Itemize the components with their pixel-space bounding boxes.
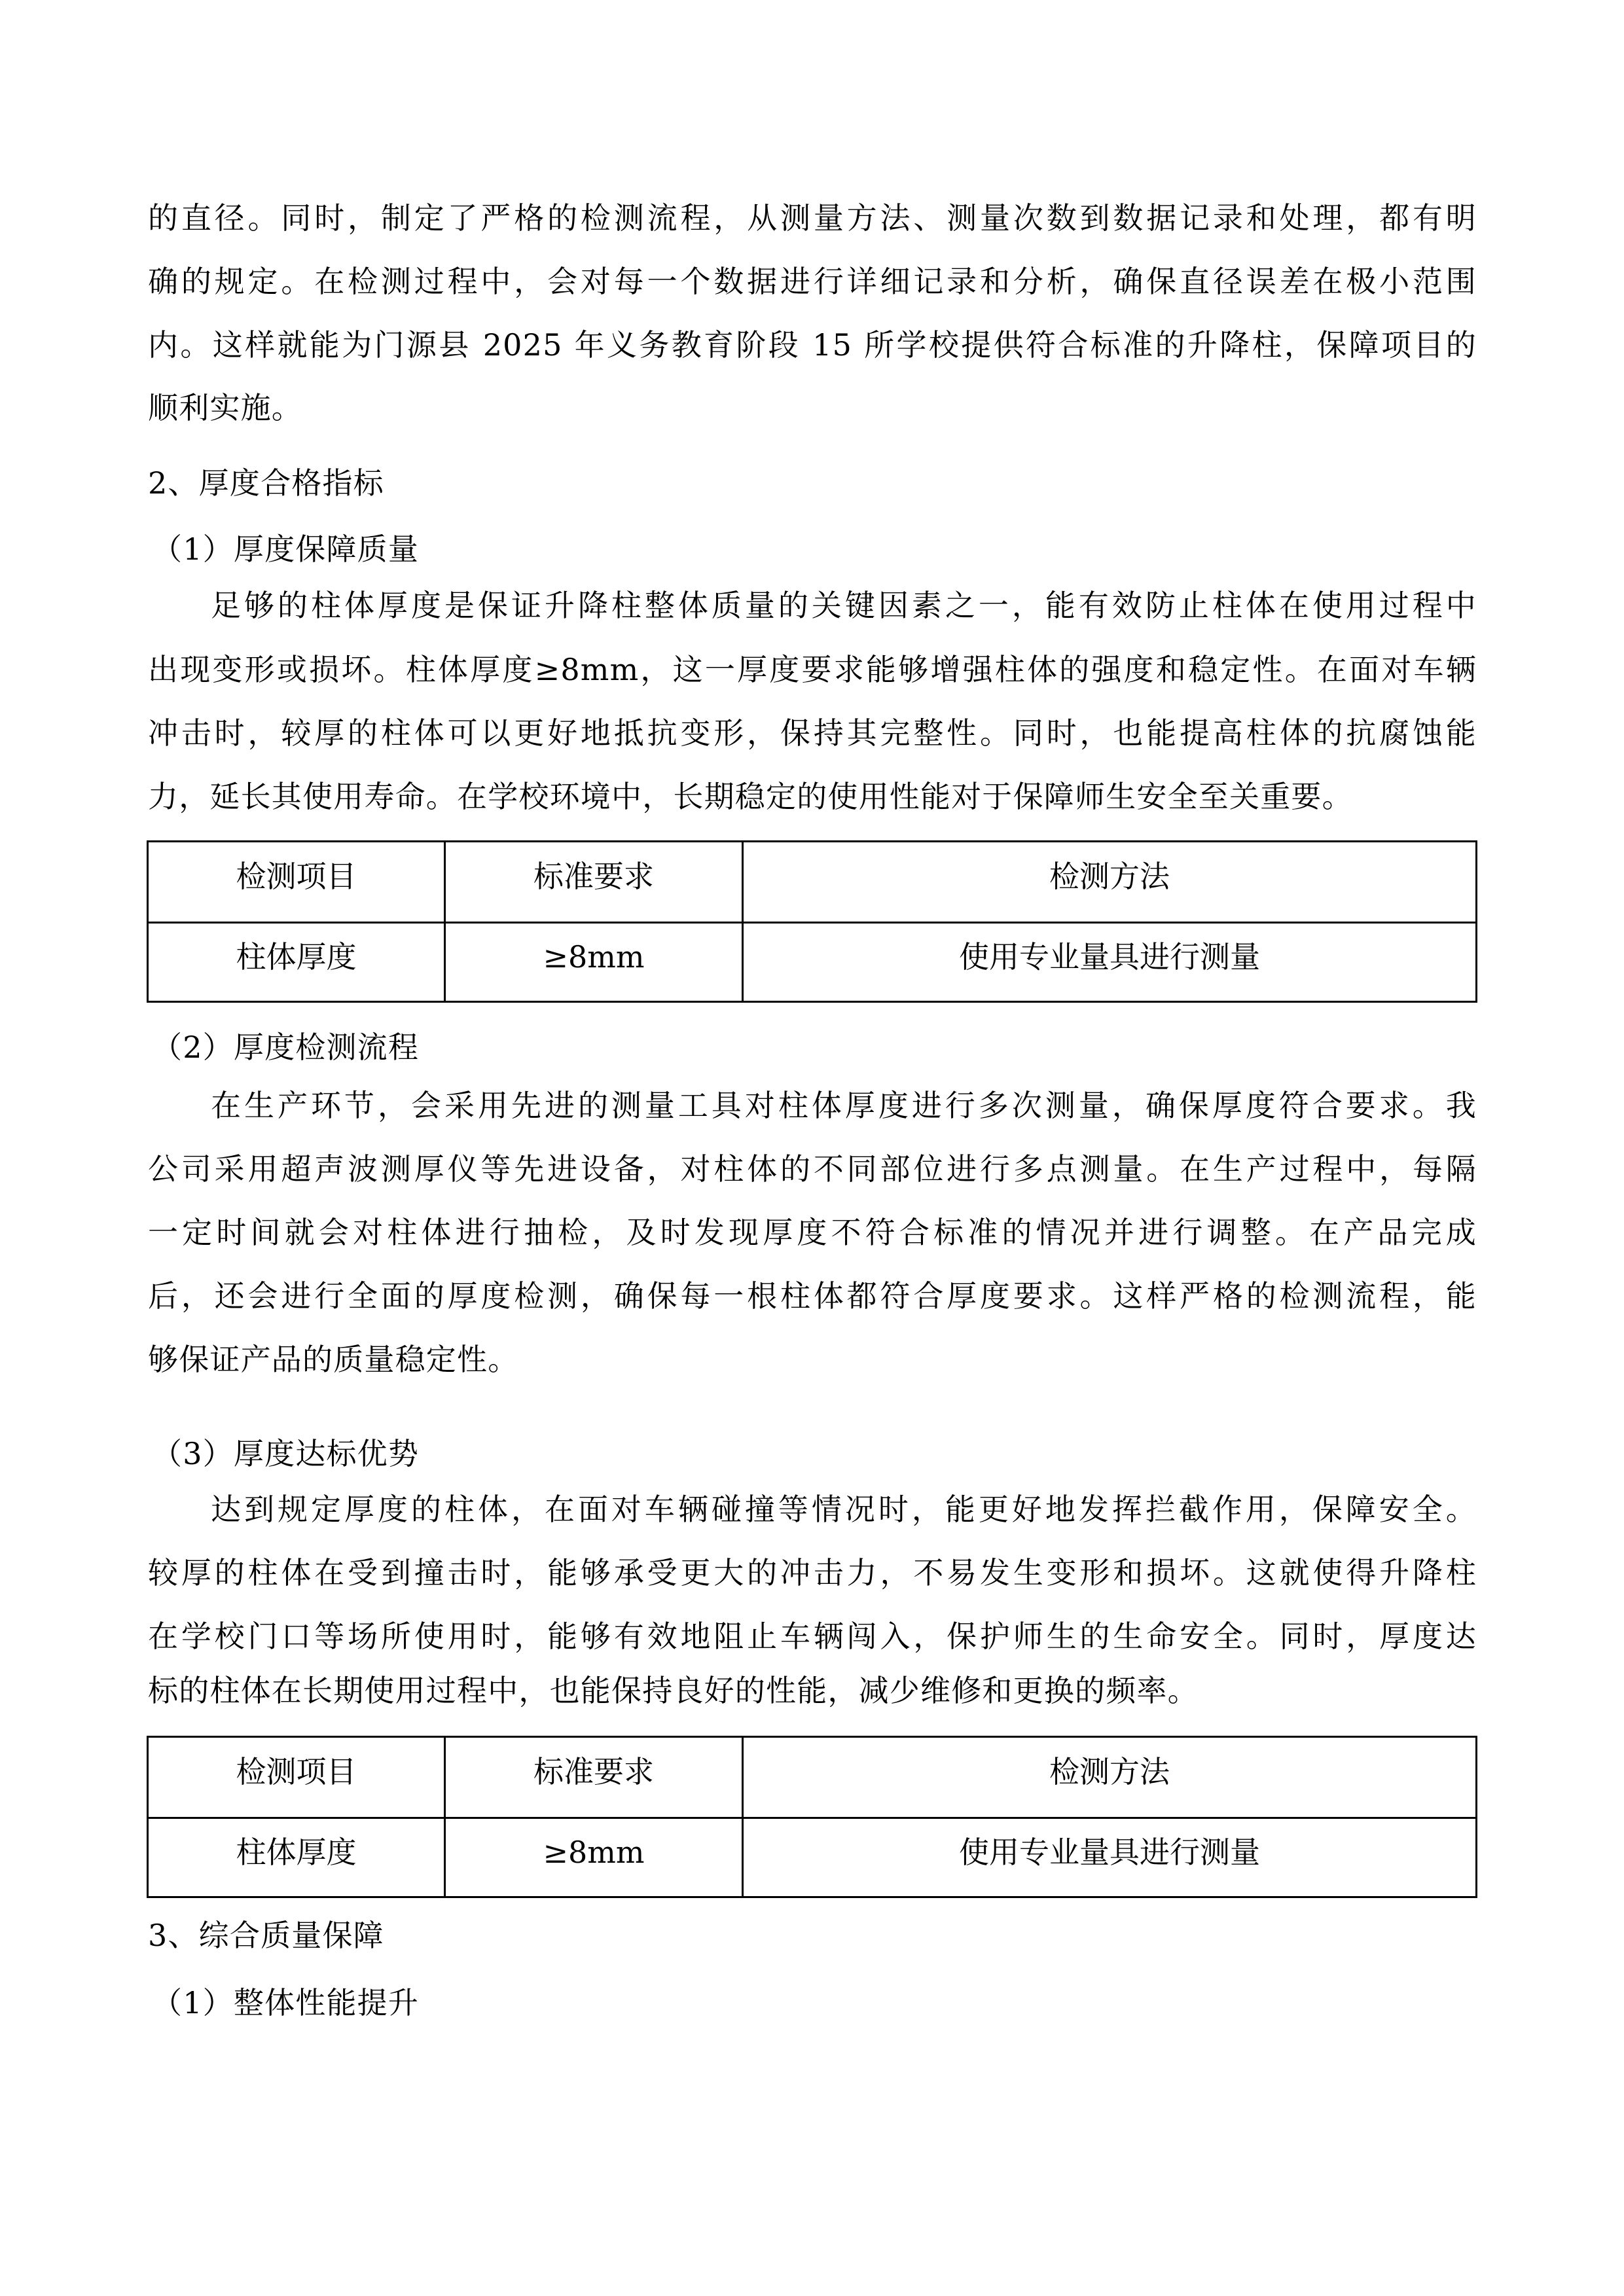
table-cell-method: 使用专业量具进行测量 bbox=[959, 1835, 1260, 1870]
subsection-heading: （1）整体性能提升 bbox=[152, 1985, 420, 2020]
section-heading: 3、综合质量保障 bbox=[148, 1918, 384, 1953]
paragraph-line: 标的柱体在长期使用过程中，也能保持良好的性能，减少维修和更换的频率。 bbox=[148, 1673, 1199, 1708]
table-cell-method: 使用专业量具进行测量 bbox=[959, 939, 1260, 975]
table-cell-standard: ≥8mm bbox=[543, 939, 645, 975]
paragraph-line: 确的规定。在检测过程中，会对每一个数据进行详细记录和分析，确保直径误差在极小范围 bbox=[148, 264, 1477, 299]
paragraph-line: 在学校门口等场所使用时，能够有效地阻止车辆闯入，保护师生的生命安全。同时，厚度达 bbox=[148, 1619, 1477, 1654]
paragraph-line: 顺利实施。 bbox=[148, 390, 302, 425]
paragraph-line: 足够的柱体厚度是保证升降柱整体质量的关键因素之一，能有效防止柱体在使用过程中 bbox=[211, 588, 1477, 623]
table-cell-item: 柱体厚度 bbox=[236, 939, 357, 975]
paragraph-line: 冲击时，较厚的柱体可以更好地抵抗变形，保持其完整性。同时，也能提高柱体的抗腐蚀能 bbox=[148, 715, 1477, 751]
paragraph-line: 较厚的柱体在受到撞击时，能够承受更大的冲击力，不易发生变形和损坏。这就使得升降柱 bbox=[148, 1555, 1477, 1590]
table-header-method: 检测方法 bbox=[1049, 859, 1170, 894]
subsection-heading: （1）厚度保障质量 bbox=[152, 531, 420, 567]
table-header-method: 检测方法 bbox=[1049, 1754, 1170, 1789]
subsection-heading: （3）厚度达标优势 bbox=[152, 1436, 420, 1471]
table-header-standard: 标准要求 bbox=[533, 859, 654, 894]
inspection-table-1 bbox=[147, 840, 1477, 1003]
section-heading: 2、厚度合格指标 bbox=[148, 465, 384, 501]
table-cell-standard: ≥8mm bbox=[543, 1835, 645, 1870]
paragraph-line: 出现变形或损坏。柱体厚度≥8mm，这一厚度要求能够增强柱体的强度和稳定性。在面对车辆 bbox=[148, 652, 1477, 687]
table-header-item: 检测项目 bbox=[236, 1754, 357, 1789]
paragraph-line: 力，延长其使用寿命。在学校环境中，长期稳定的使用性能对于保障师生安全至关重要。 bbox=[148, 779, 1353, 814]
row-divider bbox=[149, 922, 1475, 924]
paragraph-line: 一定时间就会对柱体进行抽检，及时发现厚度不符合标准的情况并进行调整。在产品完成 bbox=[148, 1215, 1477, 1250]
paragraph-line: 的直径。同时，制定了严格的检测流程，从测量方法、测量次数到数据记录和处理，都有明 bbox=[148, 200, 1477, 236]
paragraph-line: 在生产环节，会采用先进的测量工具对柱体厚度进行多次测量，确保厚度符合要求。我 bbox=[211, 1088, 1477, 1123]
paragraph-line: 够保证产品的质量稳定性。 bbox=[148, 1342, 519, 1377]
paragraph-line: 公司采用超声波测厚仪等先进设备，对柱体的不同部位进行多点测量。在生产过程中，每隔 bbox=[148, 1151, 1477, 1187]
paragraph-line: 后，还会进行全面的厚度检测，确保每一根柱体都符合厚度要求。这样严格的检测流程，能 bbox=[148, 1278, 1477, 1314]
subsection-heading: （2）厚度检测流程 bbox=[152, 1030, 420, 1065]
inspection-table-2 bbox=[147, 1736, 1477, 1898]
paragraph-line: 达到规定厚度的柱体，在面对车辆碰撞等情况时，能更好地发挥拦截作用，保障安全。 bbox=[211, 1492, 1477, 1527]
paragraph-line: 内。这样就能为门源县 2025 年义务教育阶段 15 所学校提供符合标准的升降柱，保障项目的 bbox=[148, 327, 1477, 363]
table-header-standard: 标准要求 bbox=[533, 1754, 654, 1789]
table-cell-item: 柱体厚度 bbox=[236, 1835, 357, 1870]
row-divider bbox=[149, 1817, 1475, 1819]
table-header-item: 检测项目 bbox=[236, 859, 357, 894]
